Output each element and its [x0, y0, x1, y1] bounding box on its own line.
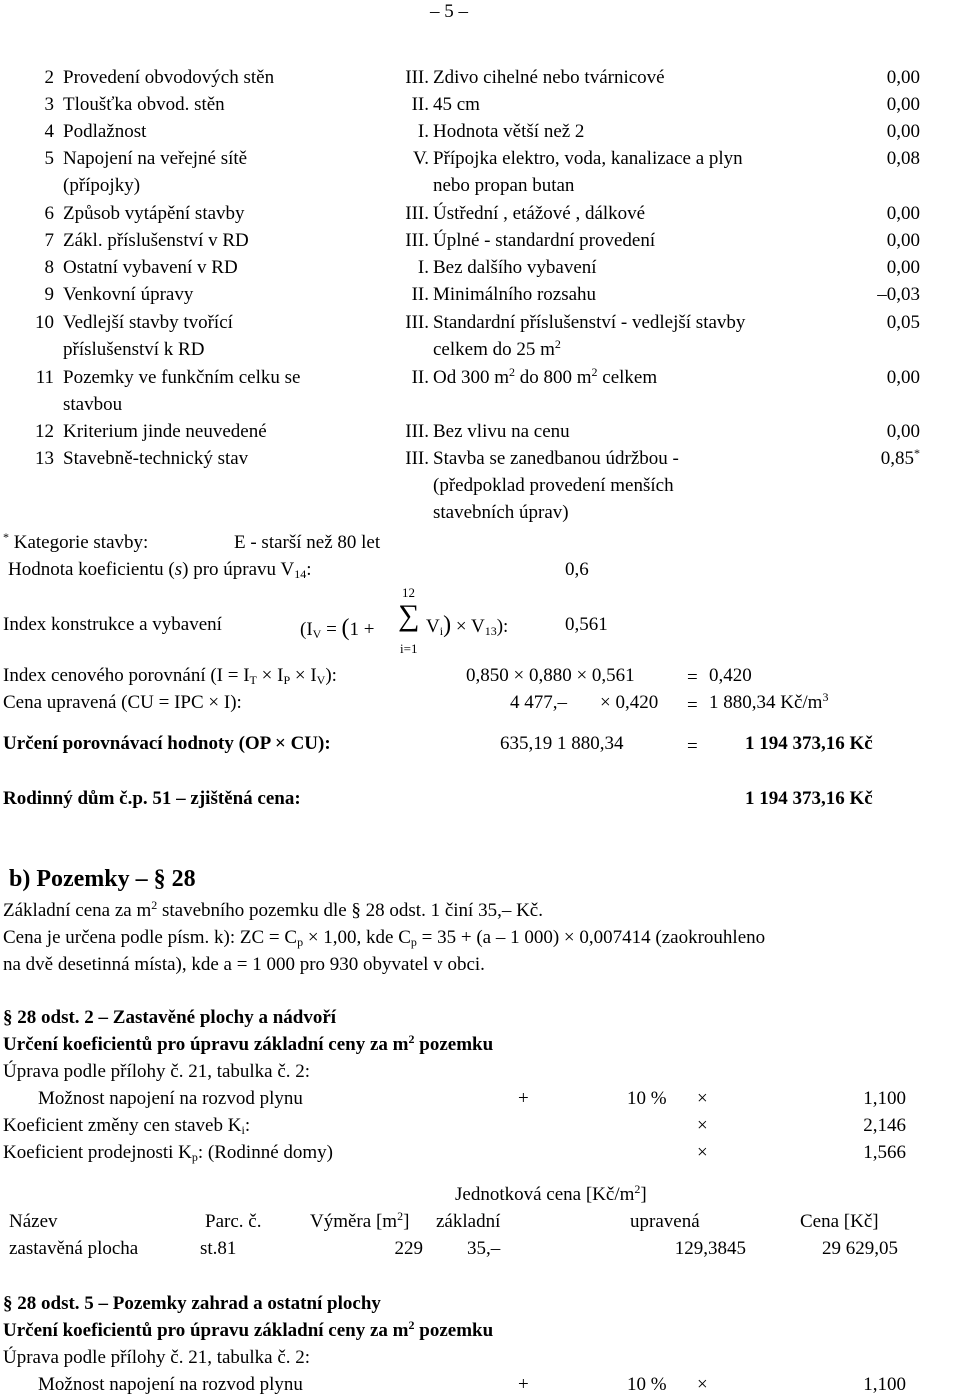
- criterion-name-cont: stavbou: [63, 394, 123, 415]
- row-number: 3: [44, 94, 54, 115]
- house-price-label: Rodinný dům č.p. 51 – zjištěná cena:: [3, 788, 301, 809]
- row-area: 229: [394, 1238, 423, 1259]
- row-number: 4: [44, 121, 54, 142]
- adjusted-price-times: × 0,420: [600, 692, 659, 713]
- criterion-grade: II.: [411, 94, 429, 115]
- criterion-desc: Minimálního rozsahu: [433, 284, 597, 305]
- col-name-header: Název: [9, 1211, 58, 1232]
- criterion-name: Provedení obvodových stěn: [63, 67, 275, 88]
- criterion-value: 0,00: [886, 367, 920, 388]
- row-number: 13: [35, 448, 54, 469]
- land-paragraph-3: na dvě desetinná místa), kde a = 1 000 pro 930 obyvatel v obci.: [3, 954, 485, 975]
- adjusted-price-result: 1 880,34 $Kč/m^3$: [709, 690, 829, 713]
- criterion-desc-cont: nebo propan butan: [433, 175, 575, 196]
- gas-connection-value-2: 1,100: [863, 1374, 906, 1395]
- criterion-value: 0,05: [886, 312, 920, 333]
- criterion-grade: III.: [405, 421, 429, 442]
- criterion-desc-cont: celkem do 25 $m^2$: [433, 337, 561, 360]
- saleability-value: 1,566: [863, 1142, 906, 1163]
- gas-connection-times: ×: [697, 1088, 708, 1109]
- row-number: 11: [35, 367, 54, 388]
- criterion-name: Tloušťka obvod. stěn: [63, 94, 225, 115]
- gas-connection-times-2: ×: [697, 1374, 708, 1395]
- criterion-name: Ostatní vybavení v RD: [63, 257, 238, 278]
- price-change-times: ×: [697, 1115, 708, 1136]
- criterion-desc: Bez dalšího vybavení: [433, 257, 597, 278]
- section-heading-gardens: § 28 odst. 5 – Pozemky zahrad a ostatní plochy: [3, 1293, 381, 1314]
- coef-s-value: 0,6: [565, 559, 589, 580]
- land-paragraph-1: Základní cena za $m^2$ stavebního pozemku dle § 28 odst. 1 činí 35,– Kč.: [3, 898, 543, 921]
- criterion-grade: V.: [412, 148, 429, 169]
- section-heading-built-up: § 28 odst. 2 – Zastavěné plochy a nádvoří: [3, 1007, 337, 1028]
- criterion-desc: Standardní příslušenství - vedlejší stavby: [433, 312, 746, 333]
- gas-connection-pct: 10 %: [627, 1088, 667, 1109]
- criterion-value: 0,00: [886, 203, 920, 224]
- index-iv-formula-tail: $V_i) \times V_{13}$):: [426, 612, 509, 638]
- criterion-grade: I.: [417, 257, 429, 278]
- comparison-value-eq: =: [687, 736, 698, 757]
- col-base-header: základní: [436, 1211, 501, 1232]
- criterion-desc: Od 300 $m^2$ do 800 $m^2$ celkem: [433, 365, 658, 388]
- comparison-value-label: Určení porovnávací hodnoty (OP × CU):: [3, 733, 331, 754]
- criterion-name: Venkovní úpravy: [63, 284, 194, 305]
- coef-s-label: Hodnota koeficientu (s) pro úpravu $V_{14}$:: [8, 559, 312, 581]
- coef-heading-2: Určení koeficientů pro úpravu základní ceny za $m^2$ pozemku: [3, 1318, 494, 1341]
- adjustment-note-1: Úprava podle přílohy č. 21, tabulka č. 2:: [3, 1061, 311, 1082]
- page-number: – 5 –: [430, 1, 468, 22]
- col-area-header: Výměra $[m^2]$: [310, 1209, 410, 1232]
- criterion-name: Způsob vytápění stavby: [63, 203, 245, 224]
- criterion-desc: Přípojka elektro, voda, kanalizace a plyn: [433, 148, 743, 169]
- sum-lower-limit: i=1: [400, 641, 418, 656]
- criterion-grade: I.: [417, 121, 429, 142]
- index-iv-formula: ($I_V = (1$ +: [300, 615, 375, 641]
- row-number: 5: [44, 148, 54, 169]
- row-base-price: 35,–: [467, 1238, 501, 1259]
- index-i-eq: =: [687, 667, 698, 688]
- criterion-value: 0,00: [886, 421, 920, 442]
- criterion-name-cont: (přípojky): [63, 175, 141, 196]
- row-number: 6: [44, 203, 54, 224]
- price-change-coef-label: Koeficient změny cen staveb $K_i$:: [3, 1115, 251, 1137]
- criterion-value: 0,85*: [880, 446, 920, 469]
- building-category: * Kategorie stavby:: [3, 530, 149, 553]
- adjustment-note-2: Úprava podle přílohy č. 21, tabulka č. 2:: [3, 1347, 311, 1368]
- row-name: zastavěná plocha: [9, 1238, 139, 1259]
- criterion-name-cont: příslušenství k RD: [63, 339, 205, 360]
- index-iv-value: 0,561: [565, 614, 608, 635]
- col-parcel-header: Parc. č.: [205, 1211, 262, 1232]
- adjusted-price-base: 4 477,–: [510, 692, 567, 713]
- criterion-desc: Ústřední , etážové , dálkové: [433, 203, 646, 224]
- criterion-name: Pozemky ve funkčním celku se: [63, 367, 301, 388]
- criterion-value: 0,00: [886, 257, 920, 278]
- adjusted-price-label: Cena upravená (CU = IPC × I):: [3, 692, 242, 713]
- adjusted-price-eq: =: [687, 695, 698, 716]
- row-number: 9: [44, 284, 54, 305]
- criterion-grade: III.: [405, 230, 429, 251]
- gas-connection-sign-2: +: [518, 1374, 529, 1395]
- criterion-value: 0,00: [886, 230, 920, 251]
- row-number: 10: [35, 312, 54, 333]
- saleability-coef-label: Koeficient prodejnosti $K_p$: (Rodinné domy): [3, 1142, 334, 1164]
- criterion-name: Stavebně-technický stav: [63, 448, 249, 469]
- comparison-value-calc: 635,19 1 880,34: [500, 733, 624, 754]
- criterion-desc: Zdivo cihelné nebo tvárnicové: [433, 67, 665, 88]
- saleability-times: ×: [697, 1142, 708, 1163]
- criterion-value: –0,03: [877, 284, 920, 305]
- price-change-value: 2,146: [863, 1115, 906, 1136]
- criterion-grade: III.: [405, 67, 429, 88]
- criterion-desc: Úplné - standardní provedení: [433, 230, 656, 251]
- gas-connection-pct-2: 10 %: [627, 1374, 667, 1395]
- criterion-desc: Bez vlivu na cenu: [433, 421, 570, 442]
- row-number: 12: [35, 421, 54, 442]
- criterion-grade: III.: [405, 312, 429, 333]
- building-category-value: E - starší než 80 let: [234, 532, 381, 553]
- gas-connection-label-2: Možnost napojení na rozvod plynu: [38, 1374, 303, 1395]
- row-number: 2: [44, 67, 54, 88]
- criterion-grade: II.: [411, 367, 429, 388]
- coef-heading-1: Určení koeficientů pro úpravu základní ceny za $m^2$ pozemku: [3, 1032, 494, 1055]
- index-iv-label: Index konstrukce a vybavení: [3, 614, 222, 635]
- criterion-value: 0,00: [886, 94, 920, 115]
- section-heading-land: b) Pozemky – § 28: [9, 866, 196, 892]
- criterion-grade: III.: [405, 203, 429, 224]
- criterion-name: Vedlejší stavby tvořící: [63, 312, 233, 333]
- comparison-value-result: 1 194 373,16 Kč: [745, 733, 873, 754]
- index-i-result: 0,420: [709, 665, 752, 686]
- criterion-grade: III.: [405, 448, 429, 469]
- index-i-label: Index cenového porovnání $(I = I_T \times I_P \times I_V)$:: [3, 665, 337, 687]
- gas-connection-sign: +: [518, 1088, 529, 1109]
- criterion-desc-cont: stavebních úprav): [433, 502, 569, 523]
- row-price: 29 629,05: [822, 1238, 898, 1259]
- gas-connection-value: 1,100: [863, 1088, 906, 1109]
- criterion-name: Napojení na veřejné sítě: [63, 148, 248, 169]
- row-adjusted-price: 129,3845: [674, 1238, 746, 1259]
- criterion-value: 0,08: [886, 148, 920, 169]
- criterion-desc: Hodnota větší než 2: [433, 121, 585, 142]
- criterion-name: Kriterium jinde neuvedené: [63, 421, 267, 442]
- criterion-value: 0,00: [886, 121, 920, 142]
- criterion-desc-cont: (předpoklad provedení menších: [433, 475, 674, 496]
- row-number: 8: [44, 257, 54, 278]
- row-parcel: st.81: [200, 1238, 237, 1259]
- criterion-value: 0,00: [886, 67, 920, 88]
- criterion-name: Zákl. příslušenství v RD: [63, 230, 249, 251]
- criterion-desc: Stavba se zanedbanou údržbou -: [433, 448, 679, 469]
- house-price-result: 1 194 373,16 Kč: [745, 788, 873, 809]
- sum-upper-limit: 12: [402, 585, 415, 600]
- index-i-calc: 0,850 × 0,880 × 0,561: [466, 665, 635, 686]
- col-adjusted-header: upravená: [630, 1211, 700, 1232]
- criterion-name: Podlažnost: [63, 121, 147, 142]
- criterion-grade: II.: [411, 284, 429, 305]
- col-price-header: Cena [Kč]: [800, 1211, 879, 1232]
- criterion-desc: 45 cm: [433, 94, 480, 115]
- row-number: 7: [44, 230, 54, 251]
- unit-price-header: Jednotková cena $[Kč/m^2]$: [455, 1182, 647, 1205]
- sum-symbol: ∑: [398, 599, 420, 632]
- land-paragraph-2: Cena je určena podle písm. k): ZC = $C_p \times 1,00$, kde $C_p = 35 + (a - 1$ 000) × 0,007414 (zaokrouhleno: [3, 927, 766, 949]
- gas-connection-label: Možnost napojení na rozvod plynu: [38, 1088, 303, 1109]
